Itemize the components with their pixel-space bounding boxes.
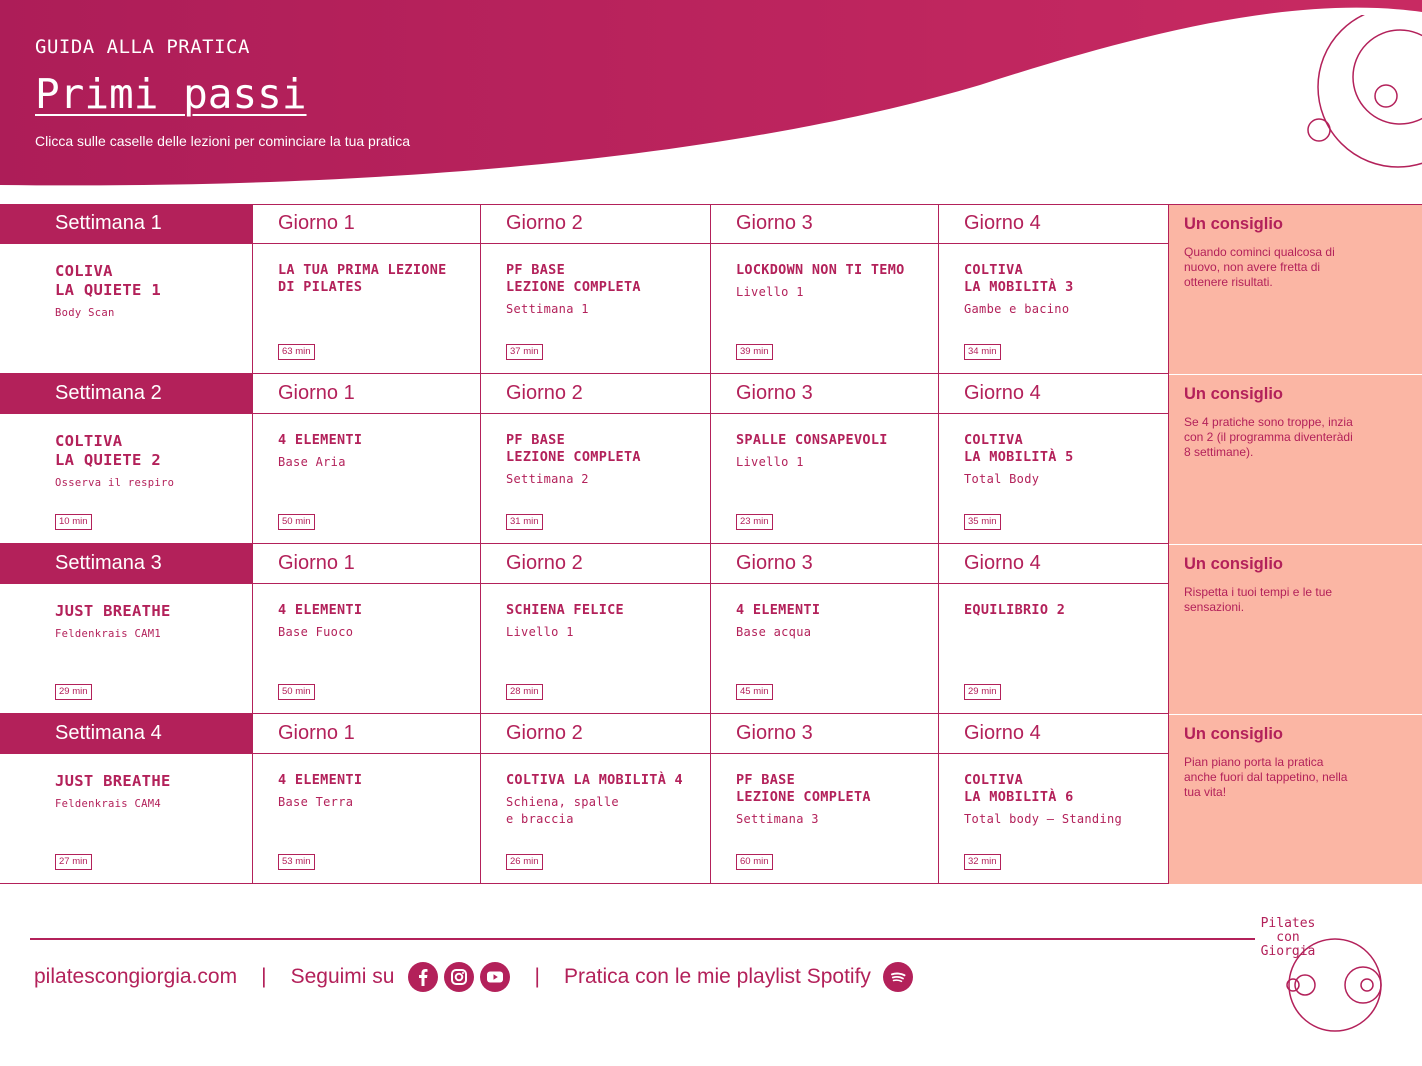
lesson-title: PF BASE LEZIONE COMPLETA Settimana 2 <box>506 432 641 486</box>
lesson-title: 4 ELEMENTI Base acqua <box>736 602 821 639</box>
lesson-subtitle: Total Body <box>964 472 1040 486</box>
lesson-subtitle: Osserva il respiro <box>55 477 175 489</box>
duration-badge: 35 min <box>964 514 1001 530</box>
lesson-cell[interactable] <box>481 714 711 884</box>
lesson-cell[interactable] <box>711 544 939 714</box>
lesson-cell[interactable] <box>711 714 939 884</box>
day-label: Giorno 2 <box>481 544 710 584</box>
day-label: Giorno 3 <box>711 544 938 584</box>
day-label: Giorno 4 <box>939 544 1168 584</box>
week-label: Settimana 2 <box>0 374 252 414</box>
duration-badge: 50 min <box>278 514 315 530</box>
duration-badge: 39 min <box>736 344 773 360</box>
lesson-title: COLTIVA LA MOBILITÀ 5 Total Body <box>964 432 1074 486</box>
tip-title: Un consiglio <box>1184 555 1283 573</box>
duration-badge: 53 min <box>278 854 315 870</box>
week-lesson-cell[interactable] <box>0 544 253 714</box>
duration-badge: 29 min <box>964 684 1001 700</box>
lesson-cell[interactable] <box>481 544 711 714</box>
lesson-cell[interactable] <box>711 374 939 544</box>
lesson-title: 4 ELEMENTI Base Fuoco <box>278 602 363 639</box>
duration-badge: 26 min <box>506 854 543 870</box>
day-label: Giorno 3 <box>711 204 938 244</box>
duration-badge: 63 min <box>278 344 315 360</box>
lesson-title: PF BASE LEZIONE COMPLETA Settimana 1 <box>506 262 641 316</box>
footer <box>34 960 913 994</box>
page-title: Primi passi <box>35 70 307 118</box>
lesson-cell[interactable] <box>481 204 711 374</box>
day-label: Giorno 4 <box>939 714 1168 754</box>
lesson-title: COLTIVA LA MOBILITÀ 3 Gambe e bacino <box>964 262 1074 316</box>
lesson-cell[interactable] <box>481 374 711 544</box>
lesson-title: LA TUA PRIMA LEZIONE DI PILATES <box>278 262 447 295</box>
tip-box <box>1169 375 1422 544</box>
youtube-icon[interactable] <box>480 962 510 992</box>
duration-badge: 29 min <box>55 684 92 700</box>
lesson-cell[interactable] <box>711 204 939 374</box>
lesson-subtitle: Settimana 2 <box>506 472 589 486</box>
logo-text: Pilates con Giorgia <box>1260 916 1316 959</box>
footer-divider <box>30 938 1255 940</box>
week-label: Settimana 3 <box>0 544 252 584</box>
lesson-title: 4 ELEMENTI Base Aria <box>278 432 363 469</box>
day-label: Giorno 3 <box>711 374 938 414</box>
lesson-title: JUST BREATHE Feldenkrais CAM4 <box>55 772 171 813</box>
lesson-title: SCHIENA FELICE Livello 1 <box>506 602 624 639</box>
duration-badge: 23 min <box>736 514 773 530</box>
website-link[interactable]: pilatescongiorgia.com <box>34 965 238 988</box>
lesson-cell[interactable] <box>253 204 481 374</box>
lesson-cell[interactable] <box>939 374 1169 544</box>
lesson-cell[interactable] <box>939 204 1169 374</box>
week-lesson-cell[interactable] <box>0 714 253 884</box>
lesson-cell[interactable] <box>253 374 481 544</box>
footer-separator: | <box>261 965 267 988</box>
lesson-subtitle: Settimana 3 <box>736 812 819 826</box>
lesson-title: COLTIVA LA QUIETE 2 Osserva il respiro <box>55 432 174 492</box>
tip-box <box>1169 715 1422 884</box>
duration-badge: 32 min <box>964 854 1001 870</box>
spotify-icon[interactable] <box>883 962 913 992</box>
week-row <box>0 204 1422 374</box>
day-label: Giorno 1 <box>253 544 480 584</box>
tip-title: Un consiglio <box>1184 385 1283 403</box>
follow-label: Seguimi su <box>290 965 395 988</box>
week-label: Settimana 1 <box>0 204 252 244</box>
lesson-cell[interactable] <box>253 544 481 714</box>
lesson-subtitle: Settimana 1 <box>506 302 589 316</box>
tip-text: Pian piano porta la pratica anche fuori dal tappetino, nella tua vita! <box>1184 755 1348 799</box>
lesson-subtitle: Feldenkrais CAM1 <box>55 628 161 640</box>
lesson-title: 4 ELEMENTI Base Terra <box>278 772 363 809</box>
lesson-subtitle: Gambe e bacino <box>964 302 1070 316</box>
tip-text: Quando cominci qualcosa di nuovo, non avere fretta di ottenere risultati. <box>1184 245 1335 289</box>
week-label: Settimana 4 <box>0 714 252 754</box>
header <box>0 0 1422 200</box>
week-row <box>0 374 1422 544</box>
lesson-cell[interactable] <box>253 714 481 884</box>
logo-circles-icon <box>1245 935 1395 1040</box>
lesson-title: COLTIVA LA MOBILITÀ 4 Schiena, spalle e braccia <box>506 772 683 826</box>
lesson-title: SPALLE CONSAPEVOLI Livello 1 <box>736 432 888 469</box>
tip-title: Un consiglio <box>1184 725 1283 743</box>
lesson-subtitle: Base acqua <box>736 625 812 639</box>
lesson-subtitle: Feldenkrais CAM4 <box>55 798 161 810</box>
day-label: Giorno 4 <box>939 374 1168 414</box>
lesson-subtitle: Base Aria <box>278 455 346 469</box>
duration-badge: 37 min <box>506 344 543 360</box>
lesson-subtitle: Livello 1 <box>506 625 574 639</box>
tip-box <box>1169 545 1422 714</box>
day-label: Giorno 4 <box>939 204 1168 244</box>
week-row <box>0 544 1422 714</box>
day-label: Giorno 2 <box>481 204 710 244</box>
duration-badge: 28 min <box>506 684 543 700</box>
day-label: Giorno 1 <box>253 204 480 244</box>
page-subtitle: Clicca sulle caselle delle lezioni per cominciare la tua pratica <box>35 133 411 149</box>
brand-logo <box>1245 915 1395 1040</box>
lesson-title: COLIVA LA QUIETE 1 Body Scan <box>55 262 161 322</box>
lesson-cell[interactable] <box>939 544 1169 714</box>
duration-badge: 10 min <box>55 514 92 530</box>
lesson-subtitle: Base Terra <box>278 795 354 809</box>
lesson-subtitle: Livello 1 <box>736 285 804 299</box>
duration-badge: 34 min <box>964 344 1001 360</box>
lesson-title: COLTIVA LA MOBILITÀ 6 Total body — Standing <box>964 772 1123 826</box>
footer-separator: | <box>534 965 540 988</box>
decorative-circles-icon <box>1280 15 1422 170</box>
week-lesson-cell[interactable] <box>0 204 253 374</box>
week-lesson-cell[interactable] <box>0 374 253 544</box>
day-label: Giorno 2 <box>481 374 710 414</box>
lesson-title: LOCKDOWN NON TI TEMO Livello 1 <box>736 262 905 299</box>
playlist-link[interactable]: Pratica con le mie playlist Spotify <box>563 965 871 988</box>
day-label: Giorno 1 <box>253 374 480 414</box>
lesson-title: PF BASE LEZIONE COMPLETA Settimana 3 <box>736 772 871 826</box>
tip-text: Se 4 pratiche sono troppe, inzia con 2 (il programma diventeràdi 8 settimane). <box>1184 415 1353 459</box>
instagram-icon[interactable] <box>444 962 474 992</box>
program-grid <box>0 204 1422 884</box>
day-label: Giorno 1 <box>253 714 480 754</box>
lesson-subtitle: Total body — Standing <box>964 812 1123 826</box>
lesson-title: JUST BREATHE Feldenkrais CAM1 <box>55 602 171 643</box>
lesson-subtitle: Schiena, spalle e braccia <box>506 795 619 826</box>
duration-badge: 45 min <box>736 684 773 700</box>
duration-badge: 50 min <box>278 684 315 700</box>
facebook-icon[interactable] <box>408 962 438 992</box>
tip-text: Rispetta i tuoi tempi e le tue sensazioni. <box>1184 585 1333 614</box>
lesson-subtitle: Body Scan <box>55 307 115 319</box>
tip-box <box>1169 205 1422 374</box>
duration-badge: 31 min <box>506 514 543 530</box>
tip-title: Un consiglio <box>1184 215 1283 233</box>
duration-badge: 27 min <box>55 854 92 870</box>
week-row <box>0 714 1422 884</box>
lesson-cell[interactable] <box>939 714 1169 884</box>
lesson-subtitle: Base Fuoco <box>278 625 354 639</box>
day-label: Giorno 3 <box>711 714 938 754</box>
duration-badge: 60 min <box>736 854 773 870</box>
lesson-title: EQUILIBRIO 2 <box>964 602 1066 618</box>
eyebrow: GUIDA ALLA PRATICA <box>35 36 250 58</box>
day-label: Giorno 2 <box>481 714 710 754</box>
lesson-subtitle: Livello 1 <box>736 455 804 469</box>
